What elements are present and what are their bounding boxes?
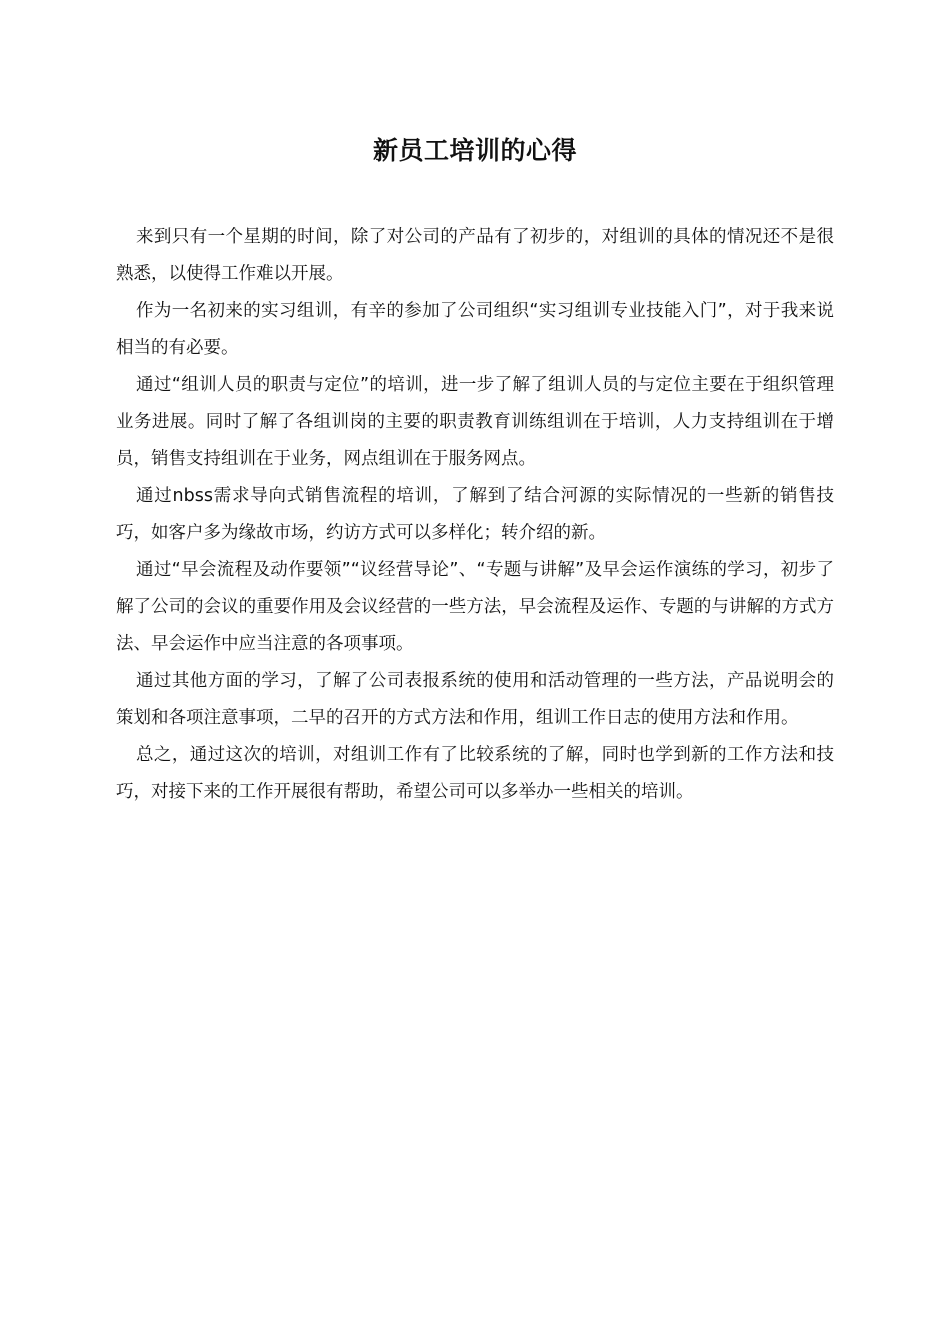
paragraph: 来到只有一个星期的时间，除了对公司的产品有了初步的，对组训的具体的情况还不是很熟悉，以使得工作难以开展。 (116, 227, 834, 284)
paragraph: 通过nbss需求导向式销售流程的培训，了解到了结合河源的实际情况的一些新的销售技巧，如客户多为缘故市场，约访方式可以多样化；转介绍的新。 (116, 486, 834, 543)
document-body (116, 219, 834, 811)
paragraph: 通过其他方面的学习，了解了公司表报系统的使用和活动管理的一些方法，产品说明会的策划和各项注意事项，二早的召开的方式方法和作用，组训工作日志的使用方法和作用。 (116, 671, 834, 728)
paragraph: 通过“早会流程及动作要领”“议经营导论”、“专题与讲解”及早会运作演练的学习，初步了解了公司的会议的重要作用及会议经营的一些方法，早会流程及运作、专题的与讲解的方式方法、早会运作中应当注意的各项事项。 (116, 560, 834, 654)
paragraph: 作为一名初来的实习组训，有辛的参加了公司组织“实习组训专业技能入门”，对于我来说相当的有必要。 (116, 301, 834, 358)
paragraph: 通过“组训人员的职责与定位”的培训，进一步了解了组训人员的与定位主要在于组织管理业务进展。同时了解了各组训岗的主要的职责教育训练组训在于培训，人力支持组训在于增员，销售支持组训在于业务，网点组训在于服务网点。 (116, 375, 834, 469)
paragraph: 总之，通过这次的培训，对组训工作有了比较系统的了解，同时也学到新的工作方法和技巧，对接下来的工作开展很有帮助，希望公司可以多举办一些相关的培训。 (116, 745, 834, 802)
document-title: 新员工培训的心得 (372, 136, 577, 165)
